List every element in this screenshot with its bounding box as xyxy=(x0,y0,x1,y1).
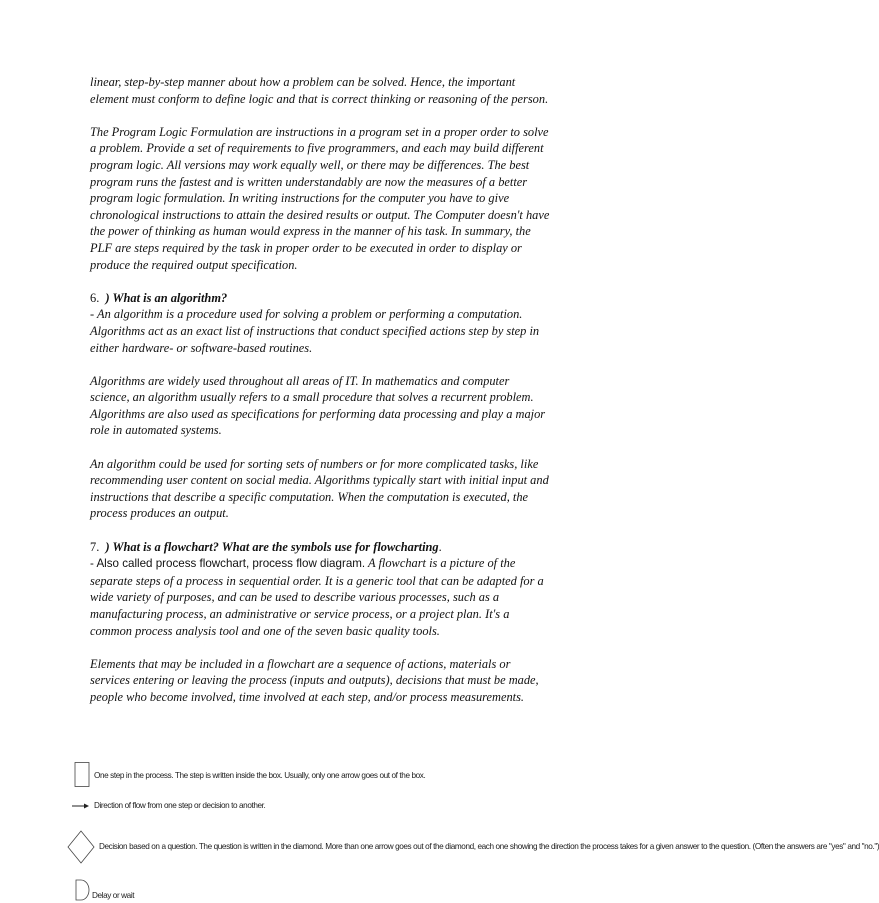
legend-delay-label: Delay or wait xyxy=(92,891,135,900)
legend-decision-label: Decision based on a question. The question is written in the diamond. More than one arrow goes out of the diamond, each one showing the direction the process takes for a given answer to the question. (Often the answers are "yes" and "no.") xyxy=(99,842,879,851)
question-7-title: ) What is a flowchart? What are the symbols use for flowcharting xyxy=(105,539,439,554)
question-6-title: ) What is an algorithm? xyxy=(105,290,228,305)
arrow-icon xyxy=(66,802,90,812)
delay-symbol-icon xyxy=(66,879,90,903)
question-6-heading xyxy=(90,290,550,307)
answer-7-lead: - Also called process flowchart, process flow diagram. xyxy=(90,557,366,571)
question-7-number: 7. xyxy=(90,539,100,554)
paragraph-plf: The Program Logic Formulation are instructions in a program set in a proper order to solve a problem. Provide a set of requirements to five programmers, and each may build different program logic. All versions may work equally well, or there may be differences. The best program runs the fastest and is written understandably are now the measures of a better program logic formulation. In writing instructions for the computer you have to give chronological instructions to attain the desired results or output. The Computer doesn't have the power of thinking as human would express in the manner of his task. In summary, the PLF are steps required by the task in proper order to be executed in order to display or produce the required output specification. xyxy=(90,124,550,272)
legend-process-label: One step in the process. The step is written inside the box. Usually, only one arrow goes out of the box. xyxy=(94,771,426,780)
question-6-number: 6. xyxy=(90,290,100,305)
answer-7-definition xyxy=(90,555,550,639)
question-7-heading xyxy=(90,539,550,556)
question-7-period: . xyxy=(438,539,442,554)
document-body xyxy=(90,74,550,722)
flowchart-symbol-legend xyxy=(66,762,879,902)
answer-7-body: A flowchart is a picture of the separate steps of a process in sequential order. It is a generic tool that can be adapted for a wide variety of purposes, and can be used to describe various processes, such as a manufacturing process, an administrative or service process, or a project plan. It's a common process analysis tool and one of the seven basic quality tools. xyxy=(90,556,544,638)
answer-7-elements: Elements that may be included in a flowchart are a sequence of actions, materials or services entering or leaving the process (inputs and outputs), decisions that must be made, people who become involved, time involved at each step, and/or process measurements. xyxy=(90,656,539,704)
paragraph-intro-continued: linear, step-by-step manner about how a problem can be solved. Hence, the important element must conform to define logic and that is correct thinking or reasoning of the person. xyxy=(90,75,549,106)
process-box-icon xyxy=(66,762,90,788)
answer-6-usage: Algorithms are widely used throughout all areas of IT. In mathematics and computer science, an algorithm usually refers to a small procedure that solves a recurrent problem. Algorithms are also used as specifications for performing data processing and play a major role in automated systems. xyxy=(90,373,546,438)
answer-6-definition: - An algorithm is a procedure used for solving a problem or performing a computation. Algorithms act as an exact list of instructions that conduct specified actions step by step in either hardware- or software-based routines. xyxy=(90,307,540,355)
answer-6-examples: An algorithm could be used for sorting sets of numbers or for more complicated tasks, like recommending user content on social media. Algorithms typically start with initial input and instructions that describe a specific computation. When the computation is executed, the process produces an output. xyxy=(90,456,549,521)
legend-arrow-label: Direction of flow from one step or decision to another. xyxy=(94,801,266,810)
decision-diamond-icon xyxy=(66,830,96,866)
